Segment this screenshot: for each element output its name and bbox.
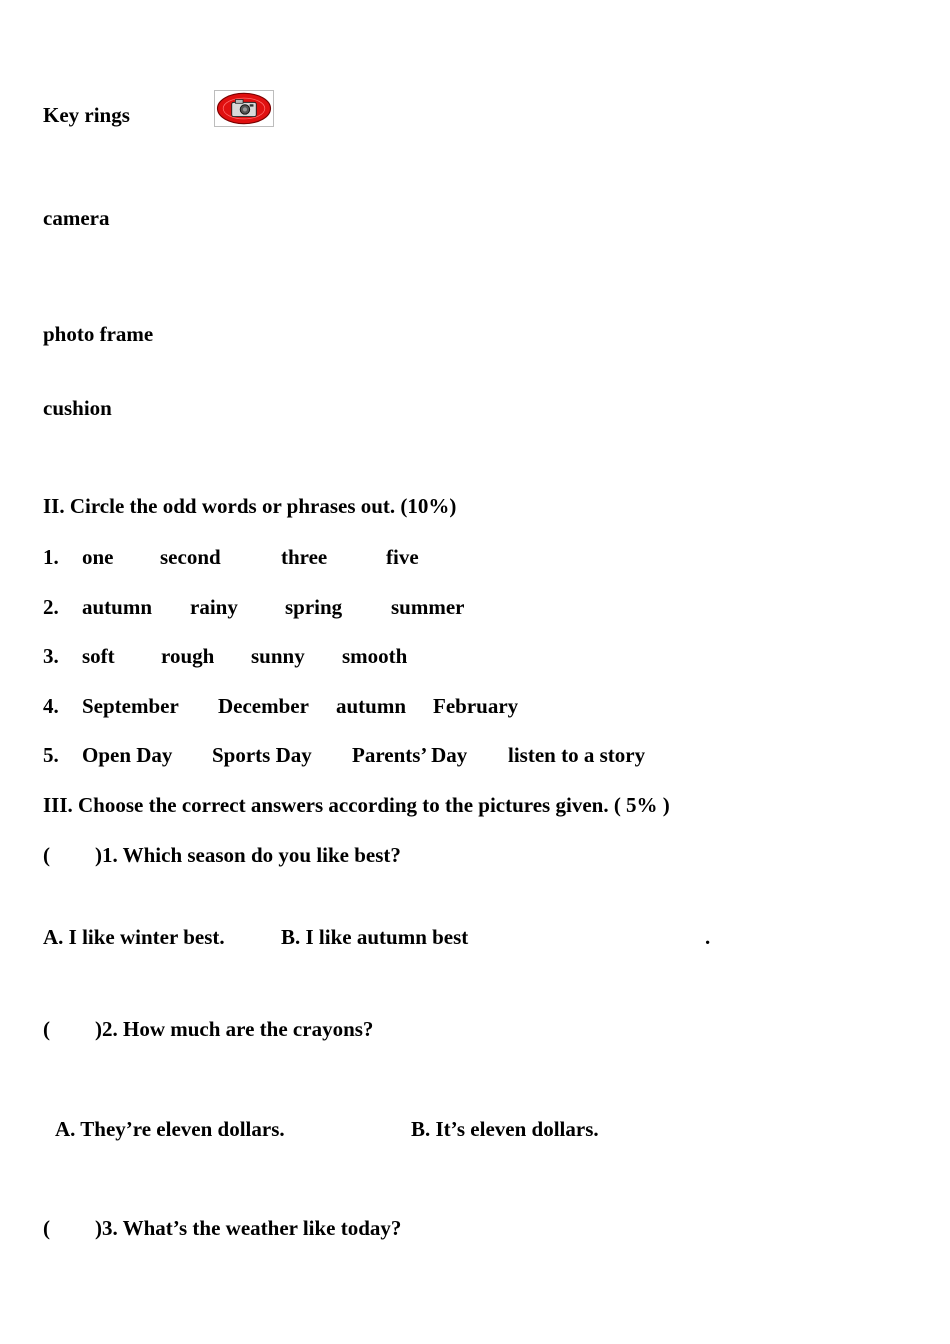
- row-number: 5.: [43, 743, 59, 767]
- word-option: second: [160, 545, 221, 569]
- word-option: smooth: [342, 644, 408, 668]
- q1-option-b: B. I like autumn best: [281, 925, 469, 949]
- word-option: spring: [285, 595, 343, 619]
- word-option: soft: [82, 644, 115, 668]
- q3-question: )3. What’s the weather like today?: [95, 1216, 402, 1240]
- section-3-title: III. Choose the correct answers according to the pictures given. ( 5% ): [43, 793, 670, 817]
- row-number: 3.: [43, 644, 59, 668]
- q1-question: )1. Which season do you like best?: [95, 843, 401, 867]
- q1-answer-paren: (: [43, 843, 50, 867]
- q2-answer-paren: (: [43, 1017, 50, 1041]
- q1-option-a: A. I like winter best.: [43, 925, 225, 949]
- word-option: December: [218, 694, 309, 718]
- row-number: 2.: [43, 595, 59, 619]
- q2-option-a: A. They’re eleven dollars.: [55, 1117, 285, 1141]
- word-option: autumn: [336, 694, 407, 718]
- word-option: rainy: [190, 595, 238, 619]
- word-option: Parents’ Day: [352, 743, 468, 767]
- item-camera: camera: [43, 206, 110, 230]
- row-number: 4.: [43, 694, 59, 718]
- q2-option-b: B. It’s eleven dollars.: [411, 1117, 599, 1141]
- section-2-title: II. Circle the odd words or phrases out. (10%): [43, 494, 457, 518]
- word-option: Open Day: [82, 743, 173, 767]
- word-option: September: [82, 694, 179, 718]
- word-option: rough: [161, 644, 215, 668]
- item-cushion: cushion: [43, 396, 112, 420]
- item-photo-frame: photo frame: [43, 322, 154, 346]
- word-option: autumn: [82, 595, 153, 619]
- word-option: three: [281, 545, 328, 569]
- q3-answer-paren: (: [43, 1216, 50, 1240]
- word-option: one: [82, 545, 114, 569]
- q1-option-b-period: .: [705, 925, 711, 949]
- word-option: five: [386, 545, 419, 569]
- word-option: February: [433, 694, 519, 718]
- item-key-rings: Key rings: [43, 103, 130, 127]
- word-option: listen to a story: [508, 743, 646, 767]
- word-option: Sports Day: [212, 743, 312, 767]
- q2-question: )2. How much are the crayons?: [95, 1017, 374, 1041]
- camera-keyring-icon: [214, 90, 274, 127]
- word-option: summer: [391, 595, 465, 619]
- row-number: 1.: [43, 545, 59, 569]
- word-option: sunny: [251, 644, 305, 668]
